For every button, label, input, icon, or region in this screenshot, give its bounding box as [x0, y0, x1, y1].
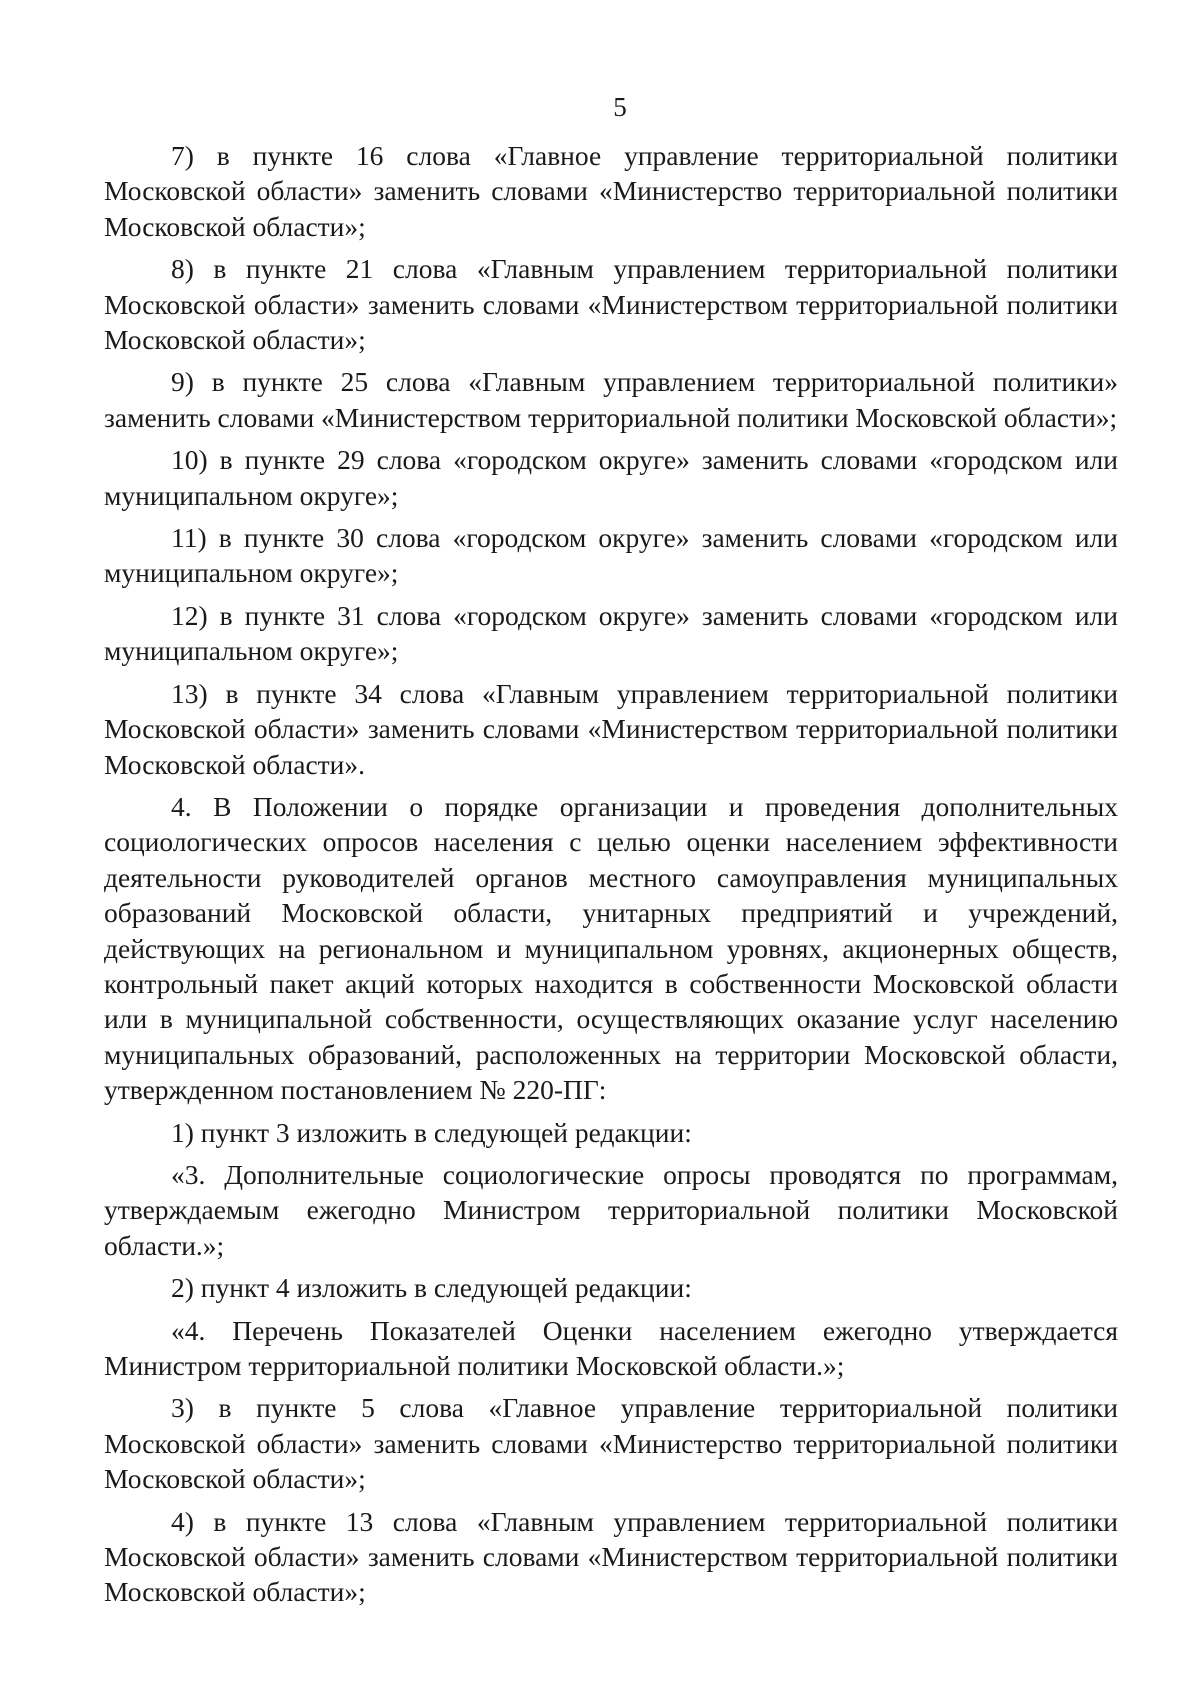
- paragraph-item-10: 10) в пункте 29 слова «городском округе» заменить словами «городском или муниципальном округе»;: [104, 444, 1118, 511]
- subitem-4: 4) в пункте 13 слова «Главным управлением территориальной политики Московской области» заменить словами «Министерством территориальной политики Московской области»;: [104, 1505, 1118, 1608]
- subitem-3: 3) в пункте 5 слова «Главное управление территориальной политики Московской области» заменить словами «Министерство территориальной политики Московской области»;: [104, 1392, 1118, 1495]
- paragraph-item-11: 11) в пункте 30 слова «городском округе» заменить словами «городском или муниципальном округе»;: [104, 522, 1118, 589]
- quoted-item-4: «4. Перечень Показателей Оценки населением ежегодно утверждается Министром территориальной политики Московской области.»;: [104, 1314, 1118, 1381]
- page-number: 5: [613, 92, 627, 122]
- subitem-2: 2) пункт 4 изложить в следующей редакции:: [171, 1272, 692, 1304]
- document-body: [104, 138, 1118, 1617]
- paragraph-item-13: 13) в пункте 34 слова «Главным управлением территориальной политики Московской области» заменить словами «Министерством территориальной политики Московской области».: [104, 677, 1118, 780]
- quoted-item-3: «3. Дополнительные социологические опросы проводятся по программам, утверждаемым ежегодно Министром территориальной политики Московской области.»;: [104, 1158, 1118, 1261]
- paragraph-item-9: 9) в пункте 25 слова «Главным управлением территориальной политики» заменить словами «Министерством территориальной политики Московской области»;: [104, 366, 1118, 433]
- paragraph-item-8: 8) в пункте 21 слова «Главным управлением территориальной политики Московской области» заменить словами «Министерством территориальной политики Московской области»;: [104, 253, 1118, 356]
- paragraph-item-12: 12) в пункте 31 слова «городском округе» заменить словами «городском или муниципальном округе»;: [104, 599, 1118, 667]
- subitem-1: 1) пункт 3 изложить в следующей редакции:: [171, 1116, 692, 1148]
- section-4-paragraph: 4. В Положении о порядке организации и проведения дополнительных социологических опросов населения с целью оценки населением эффективности деятельности руководителей органов местного самоуправления муниципальных образований Московской области, унитарных предприятий и учреждений, действующих на региональном и муниципальном уровнях, акционерных обществ, контрольный пакет акций которых находится в собственности Московской области или в муниципальной собственности, осуществляющих оказание услуг населению муниципальных образований, расположенных на территории Московской области, утвержденном постановлением № 220-ПГ:: [104, 790, 1118, 1106]
- paragraph-item-7: 7) в пункте 16 слова «Главное управление территориальной политики Московской области» заменить словами «Министерство территориальной политики Московской области»;: [104, 140, 1118, 242]
